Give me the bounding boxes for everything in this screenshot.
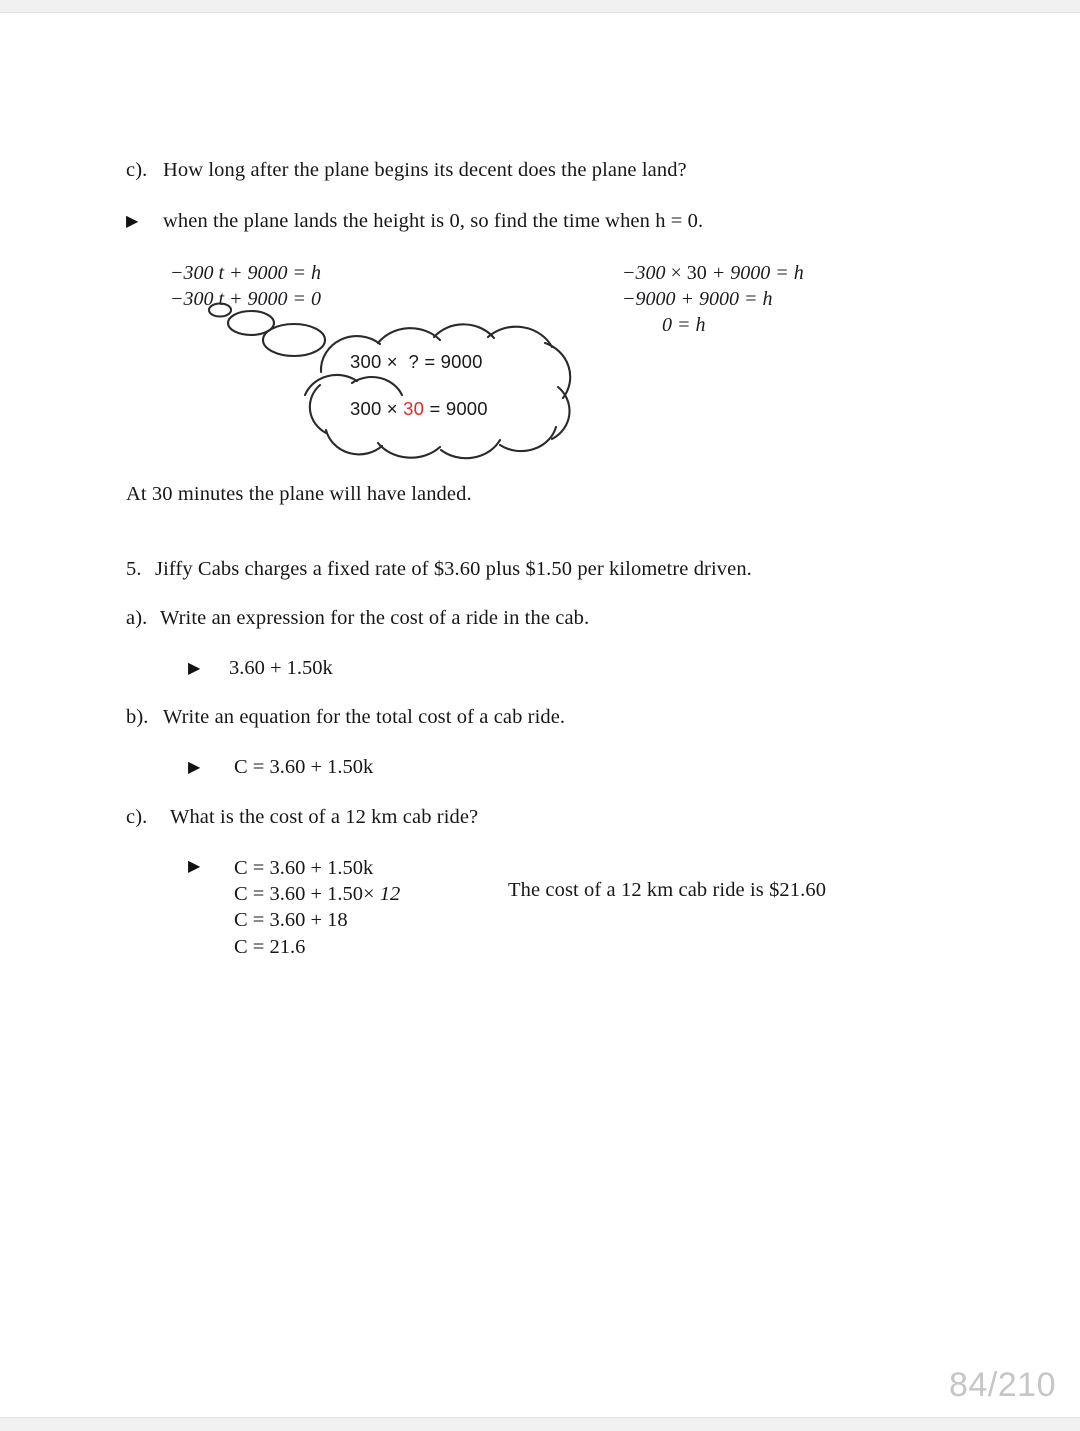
thought-cloud-shape: [200, 299, 610, 479]
question-4c-label: c).: [126, 159, 148, 181]
worked-line-4: C = 21.6: [234, 935, 306, 958]
question-5c-text: What is the cost of a 12 km cab ride?: [170, 806, 479, 828]
cloud-arc-2: [378, 328, 440, 343]
cloud-arc-13: [352, 377, 402, 395]
bullet-triangle-icon-5a: ▶: [188, 660, 201, 677]
question-4c-answer-intro: when the plane lands the height is 0, so find the time when h = 0.: [163, 210, 704, 232]
worked-line-2-prefix: C = 3.60 + 1.50×: [234, 883, 380, 906]
bullet-triangle-icon-4c: ▶: [126, 213, 139, 230]
thought-cloud-line-2-prefix: 300 ×: [350, 398, 404, 419]
worked-line-3: C = 3.60 + 18: [234, 909, 348, 932]
cloud-arc-3: [434, 324, 494, 338]
thought-cloud: [200, 299, 610, 479]
question-5-number: 5.: [126, 558, 142, 580]
question-4c-text: How long after the plane begins its decent does the plane land?: [163, 159, 687, 181]
cloud-arc-9: [378, 443, 440, 458]
equation-left-line-2: −300 t + 9000 = 0: [170, 288, 322, 310]
question-5c-worked-solution: [234, 855, 400, 960]
equation-right-line-3: 0 = h: [662, 314, 706, 336]
worked-line-2: [234, 881, 400, 907]
cloud-arc-10: [326, 430, 382, 454]
equation-left-line-1: −300 t + 9000 = h: [170, 262, 322, 284]
cloud-arc-5: [545, 343, 570, 398]
worked-line-2-italic: 12: [379, 883, 401, 906]
equation-right-line-2: −9000 + 9000 = h: [622, 288, 773, 310]
thought-bubble-large: [263, 324, 325, 356]
equation-block-right: [622, 260, 804, 338]
thought-bubble-small: [209, 304, 231, 317]
page-counter: 84/210: [949, 1366, 1056, 1404]
equation-right-line-1-part-c: + 9000 = h: [706, 262, 804, 284]
equation-right-line-1-part-a: −300: [622, 262, 671, 284]
bullet-triangle-icon-5b: ▶: [188, 759, 201, 776]
question-5a-label: a).: [126, 607, 148, 629]
cloud-arc-8: [441, 440, 500, 458]
worked-line-1: C = 3.60 + 1.50k: [234, 857, 374, 879]
question-5c-label: c).: [126, 806, 148, 828]
question-5a-text: Write an expression for the cost of a ride in the cab.: [160, 607, 590, 629]
bullet-triangle-icon-5c: ▶: [188, 858, 201, 875]
thought-cloud-line-1: 300 × ? = 9000: [350, 351, 483, 372]
equation-right-line-1: [622, 260, 804, 286]
thought-cloud-line-2: [350, 398, 488, 420]
cloud-arc-7: [500, 427, 556, 451]
question-5b-label: b).: [126, 706, 149, 728]
thought-cloud-line-2-highlight: 30: [403, 398, 425, 419]
question-5b-answer: C = 3.60 + 1.50k: [234, 756, 374, 778]
question-5-stem: Jiffy Cabs charges a fixed rate of $3.60 plus $1.50 per kilometre driven.: [155, 558, 752, 580]
equation-right-line-1-part-b: × 30: [670, 262, 707, 284]
thought-cloud-line-2-suffix: = 9000: [424, 398, 488, 419]
cloud-arc-4: [488, 327, 552, 347]
question-5a-answer: 3.60 + 1.50k: [229, 657, 333, 679]
conclusion-text: At 30 minutes the plane will have landed.: [126, 483, 472, 505]
cloud-arc-11: [310, 385, 326, 433]
question-5c-side-note: The cost of a 12 km cab ride is $21.60: [508, 879, 827, 901]
document-page: [0, 12, 1080, 1418]
question-5b-text: Write an equation for the total cost of a cab ride.: [163, 706, 566, 728]
document-body: [0, 13, 1080, 1419]
